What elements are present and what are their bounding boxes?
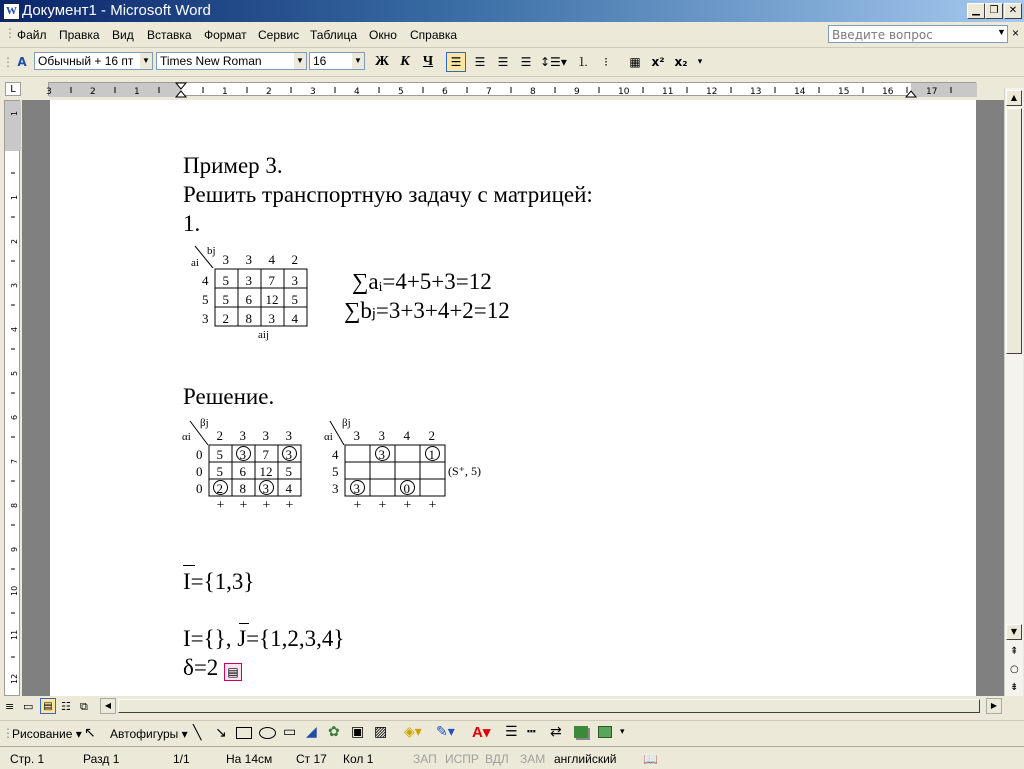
numbered-list-icon: ⒈ [576, 55, 589, 69]
demand-value: 3 [353, 428, 360, 443]
styles-pane-icon[interactable]: A [17, 55, 27, 69]
grip-icon: ⋮ [4, 26, 16, 40]
cell-value: 3 [239, 447, 246, 462]
matrix-col-header: βj [342, 417, 351, 429]
status-page-count: 1/1 [173, 752, 190, 766]
select-browse-object-icon[interactable]: ○ [1010, 664, 1019, 675]
fill-color-icon[interactable]: ◈▾ [404, 724, 422, 740]
potentials-matrix-image [182, 413, 317, 513]
ruler-tick-label: 17 [926, 87, 938, 97]
vertical-ruler-scale [5, 101, 21, 697]
status-column: Кол 1 [343, 752, 374, 766]
cell-value: 12 [265, 292, 279, 307]
ruler-margin-top [5, 101, 21, 151]
justify-icon: ☰ [520, 55, 532, 69]
chevron-down-icon: ▼ [294, 53, 306, 69]
cost-matrix-image [183, 240, 333, 342]
cell-value: 5 [216, 447, 223, 462]
subscript-button[interactable]: x₂ [674, 55, 688, 69]
cell-value: 5 [222, 273, 229, 288]
example-heading: Пример 3. [183, 153, 283, 178]
toolbar-options-icon[interactable]: ▾ [697, 57, 703, 67]
supply-value: 5 [332, 464, 339, 479]
chevron-down-icon: ▼ [352, 53, 364, 69]
menu-window[interactable]: Окно [369, 28, 397, 42]
grip-icon: ⋮ [2, 726, 14, 740]
web-layout-icon[interactable]: ▭ [23, 700, 34, 713]
sum-supply: ∑aᵢ=4+5+3=12 [352, 269, 492, 294]
menu-tools[interactable]: Сервис [258, 28, 300, 42]
cell-value: 6 [239, 464, 246, 479]
status-line: Ст 17 [296, 752, 327, 766]
reduced-matrix-image [324, 413, 494, 513]
ruler-tick-label: 9 [574, 87, 580, 97]
plus-mark: + [353, 498, 362, 513]
3d-style-icon[interactable] [598, 726, 612, 738]
matrix-row-header: ai [191, 257, 199, 269]
ruler-tick-label: 10 [618, 87, 630, 97]
status-page: Стр. 1 [10, 752, 45, 766]
matrix-cell [420, 479, 445, 496]
sum-demand: ∑bⱼ=3+3+4+2=12 [344, 298, 510, 323]
cell-value: 3 [285, 447, 292, 462]
cell-value: 3 [378, 447, 385, 462]
demand-value: 3 [285, 428, 292, 443]
draw-menu-button[interactable]: Рисование ▾ [12, 727, 82, 741]
numbering-button[interactable] [573, 52, 593, 72]
font-color-icon[interactable]: A▾ [472, 724, 491, 741]
menu-format[interactable]: Формат [204, 28, 247, 42]
bullet-list-icon: ⁝ [604, 55, 608, 69]
align-right-icon: ☰ [497, 55, 509, 69]
ruler-tick-label: 1 [222, 87, 228, 97]
ruler-margin-right [911, 83, 977, 97]
status-position: На 14см [226, 752, 273, 766]
menu-table[interactable]: Таблица [310, 28, 358, 42]
cell-value: 7 [268, 273, 275, 288]
tab-selector-icon[interactable]: L [5, 82, 21, 96]
ruler-tick-label: 11 [10, 629, 19, 640]
supply-value: 5 [202, 292, 209, 307]
ruler-tick-label: 1 [10, 194, 19, 200]
overline-j [239, 623, 249, 624]
table-icon: ▦ [629, 55, 641, 69]
style-combo[interactable] [34, 52, 153, 70]
style-value: Обычный + 16 пт [38, 54, 134, 68]
paste-options-icon[interactable]: ▤ [224, 663, 242, 681]
bold-button[interactable]: Ж [375, 54, 389, 69]
plus-mark: + [285, 498, 294, 513]
demand-value: 2 [216, 428, 223, 443]
reading-layout-icon[interactable]: ⧉ [80, 700, 88, 713]
autoshapes-menu-button[interactable]: Автофигуры ▾ [110, 727, 188, 741]
ruler-tick-label: 8 [10, 502, 19, 508]
align-left-button[interactable] [446, 52, 466, 72]
toolbar-options-icon[interactable]: ▾ [620, 727, 625, 737]
menu-file[interactable]: Файл [17, 28, 47, 42]
title-bar [0, 0, 1024, 22]
insert-picture-icon[interactable]: ▨ [374, 724, 388, 740]
cell-value: 5 [222, 292, 229, 307]
menu-insert[interactable]: Вставка [147, 28, 192, 42]
plus-mark: + [403, 498, 412, 513]
ruler-tick-label: 3 [310, 87, 316, 97]
superscript-button[interactable]: x² [651, 55, 665, 69]
scroll-down-icon[interactable]: ▼ [1006, 624, 1022, 640]
formatting-toolbar [0, 48, 1024, 77]
ask-question-input[interactable]: Введите вопрос [828, 25, 1008, 43]
demand-value: 3 [378, 428, 385, 443]
line-spacing-icon: ↕☰▾ [540, 55, 567, 69]
rectangle-icon[interactable] [236, 727, 252, 739]
drawing-toolbar [0, 720, 1024, 747]
plus-mark: + [262, 498, 271, 513]
cell-value: 4 [291, 311, 298, 326]
ruler-tick-label: 4 [354, 87, 360, 97]
plus-mark: + [216, 498, 225, 513]
status-track-changes[interactable]: ИСПР [445, 752, 479, 766]
delta-value: δ=2 [183, 655, 219, 680]
ruler-tick-label: 3 [46, 87, 52, 97]
item-number: 1. [183, 211, 201, 236]
font-size-combo[interactable] [309, 52, 365, 70]
align-right-button[interactable] [493, 52, 513, 72]
hscroll-thumb[interactable] [118, 699, 980, 713]
demand-value: 3 [222, 252, 229, 267]
demand-value: 2 [291, 252, 298, 267]
menu-edit[interactable]: Правка [59, 28, 100, 42]
matrix-cell [345, 445, 370, 462]
cell-value: 0 [403, 481, 410, 496]
supply-value: 3 [202, 311, 209, 326]
cell-value: 4 [285, 481, 292, 496]
ruler-tick-label: 2 [10, 238, 19, 244]
view-and-hscroll-row [0, 697, 1024, 717]
status-section: Разд 1 [83, 752, 120, 766]
menu-view[interactable]: Вид [112, 28, 134, 42]
overline-i [183, 565, 195, 566]
table-button[interactable] [625, 52, 645, 72]
status-overtype[interactable]: ЗАМ [520, 752, 546, 766]
matrix-cell [370, 479, 395, 496]
line-spacing-button[interactable] [540, 52, 566, 72]
horizontal-ruler[interactable] [48, 82, 976, 96]
vertical-ruler[interactable] [4, 100, 20, 696]
window-title: Документ1 - Microsoft Word [22, 2, 211, 19]
close-icon: ✕ [1008, 5, 1018, 16]
dash-style-icon[interactable]: ┅ [527, 724, 536, 740]
cell-value: 5 [291, 292, 298, 307]
italic-button[interactable]: К [400, 54, 410, 69]
shadow-style-icon[interactable] [574, 726, 588, 738]
restore-button[interactable] [985, 3, 1003, 19]
line-style-icon[interactable]: ☰ [505, 724, 518, 740]
cell-value: 8 [245, 311, 252, 326]
diagram-icon[interactable]: ✿ [328, 724, 340, 740]
matrix-cell [420, 462, 445, 479]
autoshapes-label: Автофигуры [110, 727, 179, 741]
ruler-tick-label: 1 [10, 110, 19, 116]
document-page[interactable] [50, 100, 976, 696]
matrix-row-header: αi [182, 431, 191, 443]
plus-mark: + [378, 498, 387, 513]
cell-value: 2 [216, 481, 223, 496]
demand-value: 2 [428, 428, 435, 443]
ruler-tick-label: 7 [486, 87, 492, 97]
ruler-row [0, 78, 1024, 100]
word-app-icon[interactable]: W [3, 3, 20, 20]
ruler-tick-label: 2 [90, 87, 96, 97]
matrix-col-header: βj [200, 417, 209, 429]
wordart-icon[interactable]: ◢ [306, 724, 317, 740]
cell-value: 5 [216, 464, 223, 479]
supply-value: 0 [196, 447, 203, 462]
clip-art-icon[interactable]: ▣ [351, 724, 365, 740]
minimize-button[interactable] [967, 3, 985, 19]
oval-icon[interactable] [259, 727, 276, 739]
ruler-tick-label: 14 [794, 87, 806, 97]
close-button[interactable] [1004, 3, 1022, 19]
vertical-scrollbar[interactable] [1004, 88, 1023, 696]
ruler-tick-label: 6 [442, 87, 448, 97]
supply-value: 0 [196, 481, 203, 496]
ruler-tick-label: 3 [10, 282, 19, 288]
supply-value: 3 [332, 481, 339, 496]
line-color-icon[interactable]: ✎▾ [436, 724, 455, 740]
matrix-cell [345, 462, 370, 479]
plus-mark: + [428, 498, 437, 513]
cell-value: 6 [245, 292, 252, 307]
ruler-tick-label: 12 [10, 673, 19, 684]
demand-value: 3 [245, 252, 252, 267]
ruler-tick-label: 6 [10, 414, 19, 420]
status-extend[interactable]: ВДЛ [485, 752, 509, 766]
spelling-status-icon[interactable]: 📖 [643, 752, 658, 766]
scroll-up-icon[interactable]: ▲ [1006, 90, 1022, 106]
cell-value: 3 [291, 273, 298, 288]
ruler-tick-label: 4 [10, 326, 19, 332]
demand-value: 3 [262, 428, 269, 443]
cell-value: 3 [353, 481, 360, 496]
underline-button[interactable]: Ч [422, 54, 434, 69]
ruler-tick-label: 10 [10, 585, 19, 596]
ruler-tick-label: 5 [398, 87, 404, 97]
supply-value: 4 [202, 273, 209, 288]
arrow-style-icon[interactable]: ⇄ [550, 724, 562, 740]
plus-mark: + [239, 498, 248, 513]
cell-value: 3 [268, 311, 275, 326]
cell-value: 8 [239, 481, 246, 496]
ruler-tick-label: 15 [838, 87, 850, 97]
align-center-icon: ☰ [474, 55, 486, 69]
print-layout-icon[interactable]: ▤ [40, 698, 56, 714]
ruler-tick-label: 16 [882, 87, 894, 97]
cell-value: 3 [262, 481, 269, 496]
next-page-icon[interactable]: ⇟ [1010, 682, 1019, 693]
matrix-side-note: (S⁺, 5) [448, 464, 481, 478]
justify-button[interactable] [516, 52, 536, 72]
ruler-tick-label: 5 [10, 370, 19, 376]
scroll-thumb[interactable] [1006, 108, 1022, 354]
outline-view-icon[interactable]: ☷ [61, 700, 71, 713]
close-document-icon[interactable]: × [1012, 26, 1020, 40]
bullets-button[interactable] [596, 52, 616, 72]
previous-page-icon[interactable]: ⇞ [1010, 646, 1019, 657]
ruler-tick-label: 1 [134, 87, 140, 97]
demand-value: 4 [403, 428, 410, 443]
scroll-right-icon[interactable]: ▶ [986, 698, 1002, 714]
status-record-macro[interactable]: ЗАП [413, 752, 437, 766]
ruler-tick-label: 8 [530, 87, 536, 97]
restore-icon: ❐ [989, 5, 999, 16]
line-icon[interactable]: ╲ [193, 725, 202, 741]
ask-dropdown-icon[interactable]: ▼ [997, 27, 1006, 37]
ruler-tick-label: 11 [662, 87, 674, 97]
solution-heading: Решение. [183, 384, 275, 409]
cell-value: 7 [262, 447, 269, 462]
normal-view-icon[interactable]: ≡ [5, 700, 15, 713]
supply-value: 4 [332, 447, 339, 462]
demand-value: 3 [239, 428, 246, 443]
ruler-tick-label: 12 [706, 87, 718, 97]
cell-value: 1 [428, 447, 435, 462]
font-value: Times New Roman [160, 54, 262, 68]
ruler-tick-label: 7 [10, 458, 19, 464]
draw-menu-label: Рисование [12, 727, 73, 741]
task-statement: Решить транспортную задачу с матрицей: [183, 182, 593, 207]
align-center-button[interactable] [470, 52, 490, 72]
ruler-tick-label: 2 [266, 87, 272, 97]
matrix-cell [370, 462, 395, 479]
ruler-tick-label: 13 [750, 87, 762, 97]
grip-icon: ⋮ [2, 55, 14, 69]
text-box-icon[interactable]: ▭ [283, 724, 297, 740]
status-bar [0, 746, 1024, 769]
horizontal-ruler-scale [46, 83, 977, 97]
matrix-bottom-label: aij [258, 329, 269, 341]
select-objects-icon[interactable]: ↖ [84, 725, 96, 741]
font-combo[interactable] [156, 52, 307, 70]
matrix-col-header: bj [207, 245, 216, 257]
menu-bar [0, 22, 1024, 48]
cell-value: 12 [259, 464, 273, 479]
cell-value: 2 [222, 311, 229, 326]
index-sets-ij: I={}, J={1,2,3,4} [183, 626, 345, 651]
status-language: английский [554, 752, 617, 766]
matrix-row-header: αi [324, 431, 333, 443]
ruler-tick-label: 9 [10, 546, 19, 552]
minimize-icon: ▁ [972, 5, 980, 16]
scroll-left-icon[interactable]: ◀ [100, 698, 116, 714]
arrow-icon[interactable]: ↘ [215, 725, 227, 741]
chevron-down-icon: ▼ [140, 53, 152, 69]
index-set-i: I={1,3} [183, 569, 255, 594]
demand-value: 4 [268, 252, 275, 267]
matrix-cell [395, 462, 420, 479]
align-left-icon: ☰ [450, 55, 462, 69]
matrix-cell [395, 445, 420, 462]
supply-value: 0 [196, 464, 203, 479]
font-size-value: 16 [313, 54, 327, 68]
cell-value: 3 [245, 273, 252, 288]
cell-value: 5 [285, 464, 292, 479]
menu-help[interactable]: Справка [410, 28, 458, 42]
